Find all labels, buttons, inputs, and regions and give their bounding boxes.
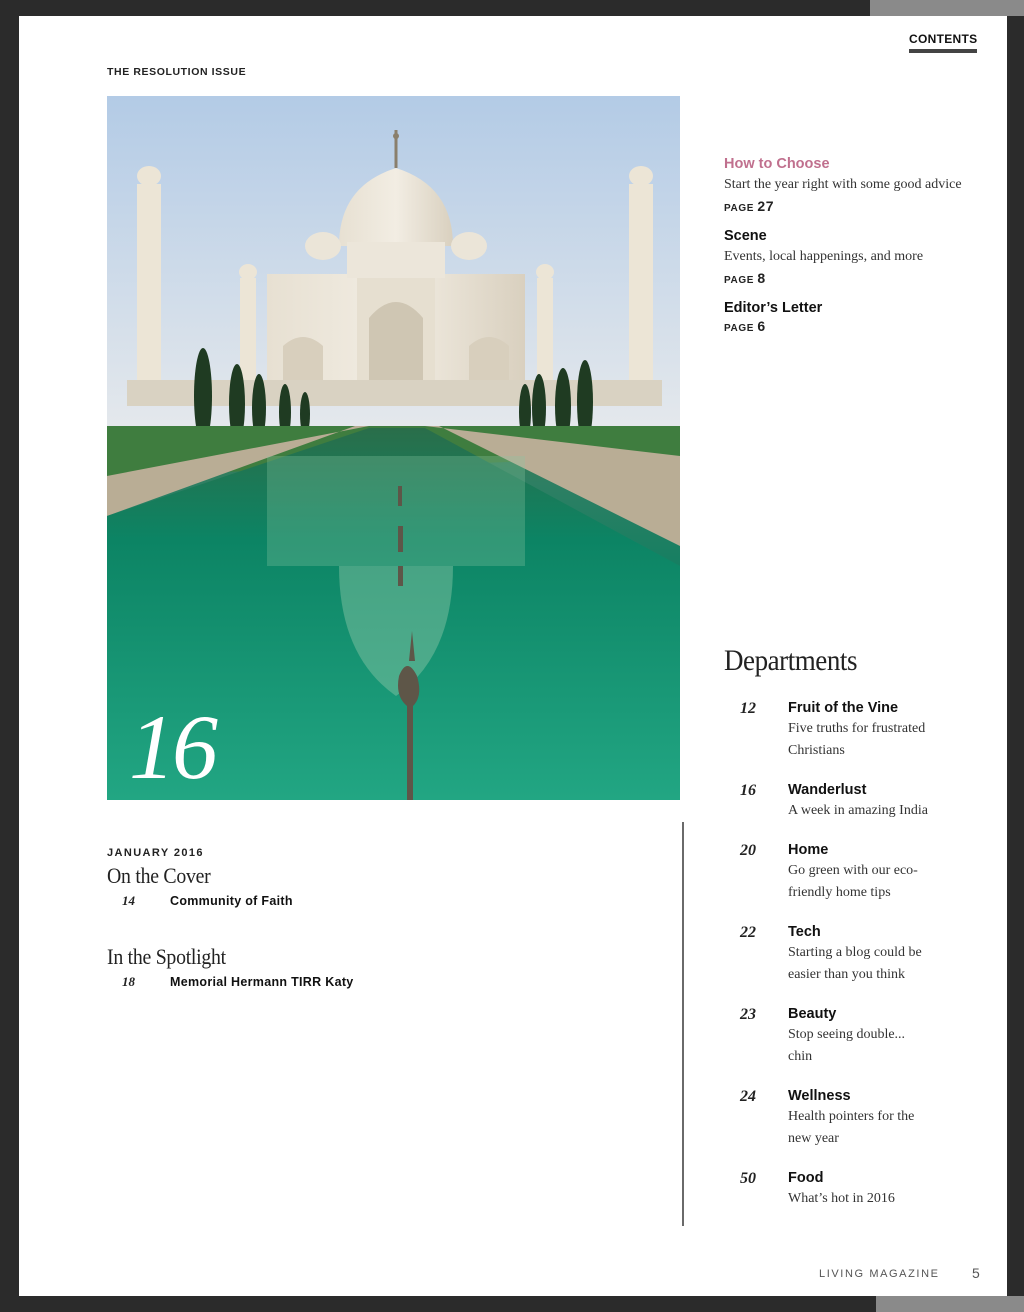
department-title: Fruit of the Vine <box>788 700 899 716</box>
contents-tab[interactable]: CONTENTS <box>909 32 977 53</box>
department-page-number: 16 <box>740 782 756 799</box>
page-label: PAGE <box>724 203 754 214</box>
feature-description: Start the year right with some good advice <box>724 177 962 192</box>
entry-page-number: 18 <box>122 974 135 989</box>
folio-page-number: 5 <box>972 1265 980 1281</box>
department-title: Beauty <box>788 1006 837 1022</box>
department-description: Health pointers for the new year <box>788 1109 915 1146</box>
department-title: Home <box>788 842 829 858</box>
feature-item[interactable] <box>724 228 964 286</box>
feature-title: How to Choose <box>724 156 830 172</box>
feature-item[interactable] <box>724 156 964 214</box>
feature-page-ref <box>724 198 964 214</box>
feature-description: Events, local happenings, and more <box>724 249 924 264</box>
cover-photo <box>107 96 680 800</box>
entry-title: Memorial Hermann TIRR Katy <box>170 975 354 989</box>
department-page-number: 22 <box>740 924 756 941</box>
department-description: What’s hot in 2016 <box>788 1191 895 1206</box>
page-number: 6 <box>757 318 766 334</box>
department-description: Five truths for frustrated Christians <box>788 721 926 758</box>
department-item[interactable] <box>724 700 964 762</box>
feature-list <box>724 156 964 348</box>
on-the-cover-entry[interactable] <box>122 893 293 909</box>
department-title: Wanderlust <box>788 782 867 798</box>
magazine-name: LIVING MAGAZINE <box>819 1268 940 1280</box>
department-description: Stop seeing double... chin <box>788 1027 906 1064</box>
page-number: 8 <box>757 270 766 286</box>
department-description: A week in amazing India <box>788 803 928 818</box>
department-page-number: 23 <box>740 1006 756 1023</box>
entry-title: Community of Faith <box>170 894 293 908</box>
department-title: Wellness <box>788 1088 851 1104</box>
issue-date: JANUARY 2016 <box>107 847 204 859</box>
department-item[interactable] <box>724 1006 964 1068</box>
department-page-number: 12 <box>740 700 756 717</box>
page-label: PAGE <box>724 323 754 334</box>
departments-list <box>724 700 964 1210</box>
feature-title: Scene <box>724 228 767 244</box>
department-item[interactable] <box>724 1170 964 1210</box>
department-item[interactable] <box>724 842 964 904</box>
feature-page-ref <box>724 318 964 334</box>
departments-heading: Departments <box>724 644 858 677</box>
department-description: Starting a blog could be easier than you think <box>788 945 922 982</box>
in-the-spotlight-entry[interactable] <box>122 974 354 990</box>
feature-page-ref <box>724 270 964 286</box>
feature-item[interactable] <box>724 300 964 334</box>
corner-accent-bottom <box>876 1296 1024 1312</box>
corner-accent-top <box>870 0 1024 16</box>
page-number: 27 <box>757 198 775 214</box>
feature-title: Editor’s Letter <box>724 300 823 316</box>
on-the-cover-heading: On the Cover <box>107 863 211 888</box>
department-item[interactable] <box>724 1088 964 1150</box>
entry-page-number: 14 <box>122 893 135 908</box>
cover-page-number[interactable]: 16 <box>129 696 215 798</box>
department-title: Food <box>788 1170 824 1186</box>
department-page-number: 24 <box>740 1088 756 1105</box>
department-page-number: 50 <box>740 1170 756 1187</box>
in-the-spotlight-heading: In the Spotlight <box>107 944 226 969</box>
page-label: PAGE <box>724 275 754 286</box>
department-item[interactable] <box>724 782 964 822</box>
department-description: Go green with our eco-friendly home tips <box>788 863 918 900</box>
column-divider <box>682 822 684 1226</box>
issue-label: THE RESOLUTION ISSUE <box>107 66 247 78</box>
department-item[interactable] <box>724 924 964 986</box>
department-title: Tech <box>788 924 821 940</box>
magazine-page <box>19 16 1007 1296</box>
taj-mahal-illustration <box>107 96 680 800</box>
department-page-number: 20 <box>740 842 756 859</box>
